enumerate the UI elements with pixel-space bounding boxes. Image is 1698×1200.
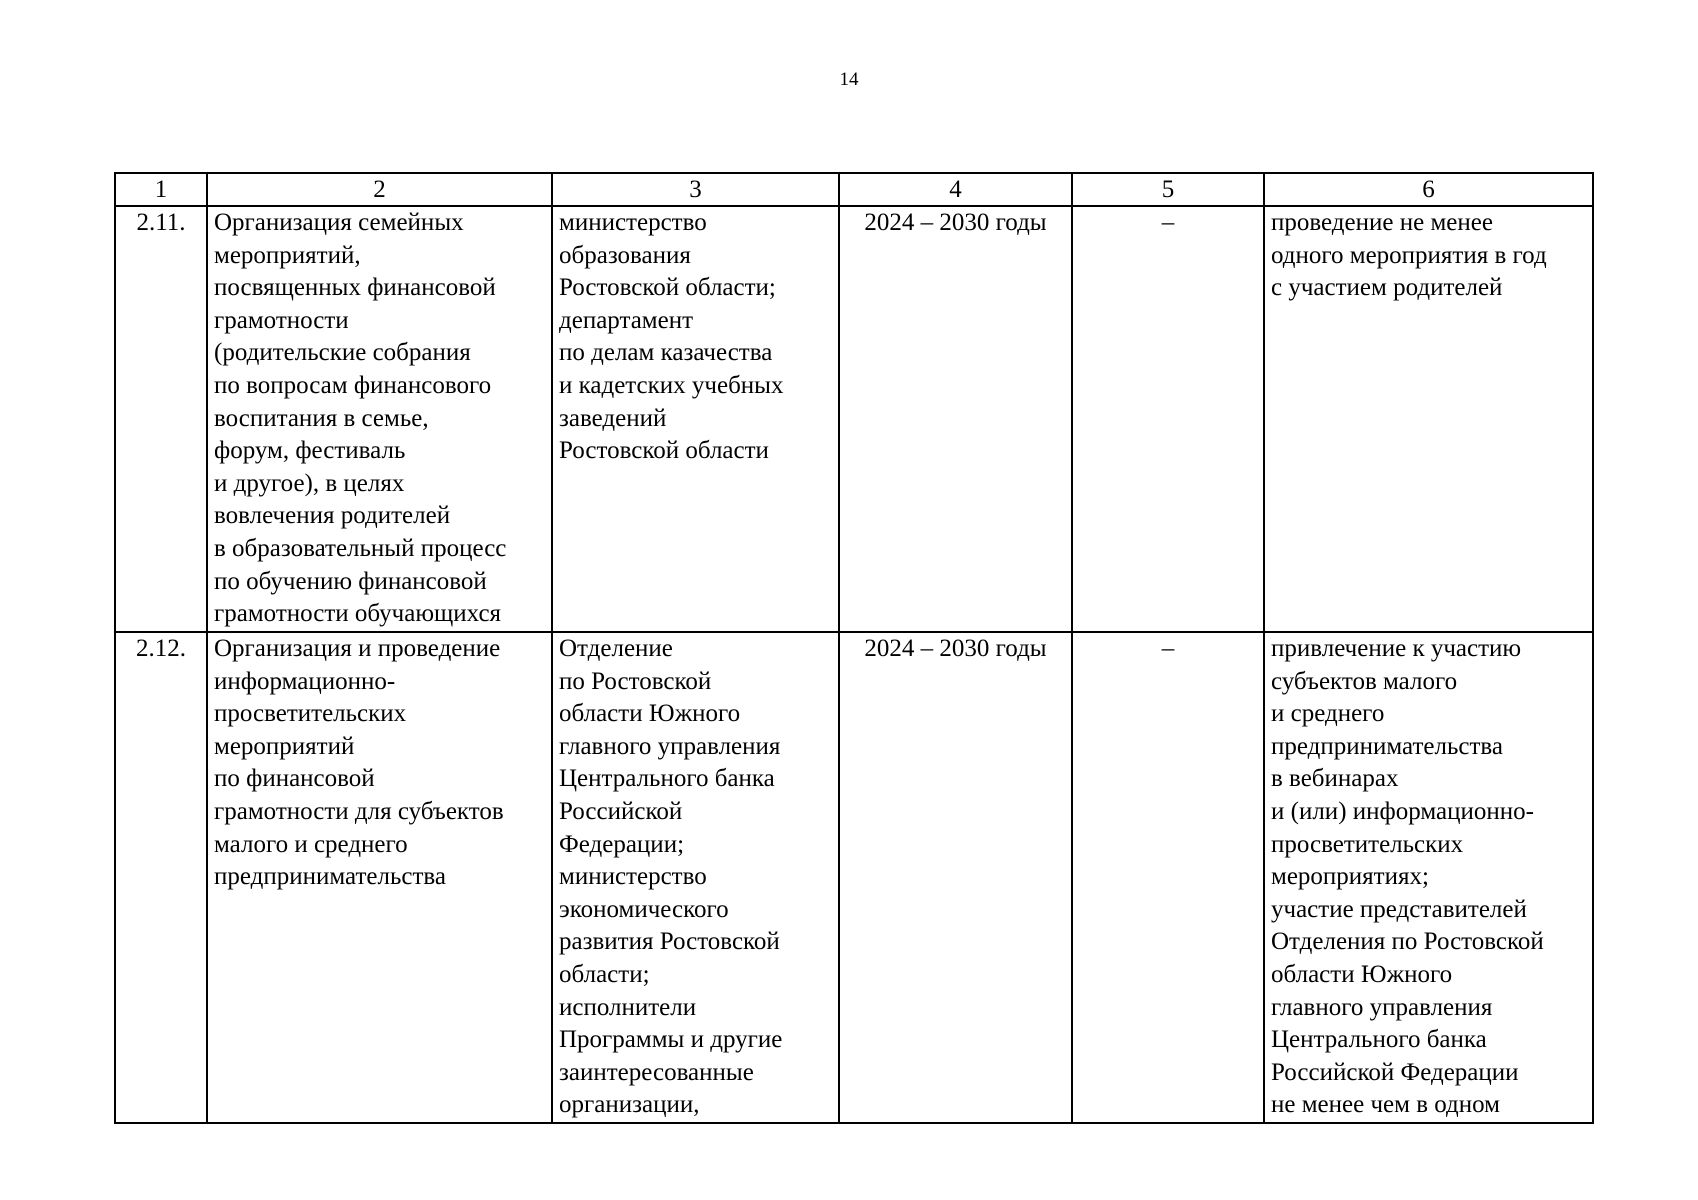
executor-cell: Отделение по Ростовской области Южного главного управления Центрального банка Российской Федерации; министерство экономического развития Ростовской области; исполнители Программы и другие заинтересованные организации, <box>552 632 839 1123</box>
header-cell-1: 1 <box>115 173 207 206</box>
funding-cell: – <box>1072 206 1264 632</box>
row-number: 2.12. <box>115 632 207 1123</box>
table-header-row <box>115 173 1593 206</box>
activity-cell: Организация и проведение информационно- просветительских мероприятий по финансовой грамотности для субъектов малого и среднего предпринимательства <box>207 632 552 1123</box>
header-cell-5: 5 <box>1072 173 1264 206</box>
row-number: 2.11. <box>115 206 207 632</box>
period-cell: 2024 – 2030 годы <box>839 632 1072 1123</box>
executor-cell: министерство образования Ростовской области; департамент по делам казачества и кадетских учебных заведений Ростовской области <box>552 206 839 632</box>
table-row <box>115 206 1593 632</box>
activity-cell: Организация семейных мероприятий, посвященных финансовой грамотности (родительские собрания по вопросам финансового воспитания в семье, форум, фестиваль и другое), в целях вовлечения родителей в образовательный процесс по обучению финансовой грамотности обучающихся <box>207 206 552 632</box>
result-cell: привлечение к участию субъектов малого и среднего предпринимательства в вебинарах и (или) информационно- просветительских мероприятиях; участие представителей Отделения по Ростовской области Южного главного управления Центрального банка Российской Федерации не менее чем в одном <box>1264 632 1593 1123</box>
header-cell-6: 6 <box>1264 173 1593 206</box>
header-cell-3: 3 <box>552 173 839 206</box>
header-cell-4: 4 <box>839 173 1072 206</box>
funding-cell: – <box>1072 632 1264 1123</box>
period-cell: 2024 – 2030 годы <box>839 206 1072 632</box>
result-cell: проведение не менее одного мероприятия в год с участием родителей <box>1264 206 1593 632</box>
measures-table <box>114 172 1594 1124</box>
header-cell-2: 2 <box>207 173 552 206</box>
table-row <box>115 632 1593 1123</box>
page-number: 14 <box>839 69 859 90</box>
